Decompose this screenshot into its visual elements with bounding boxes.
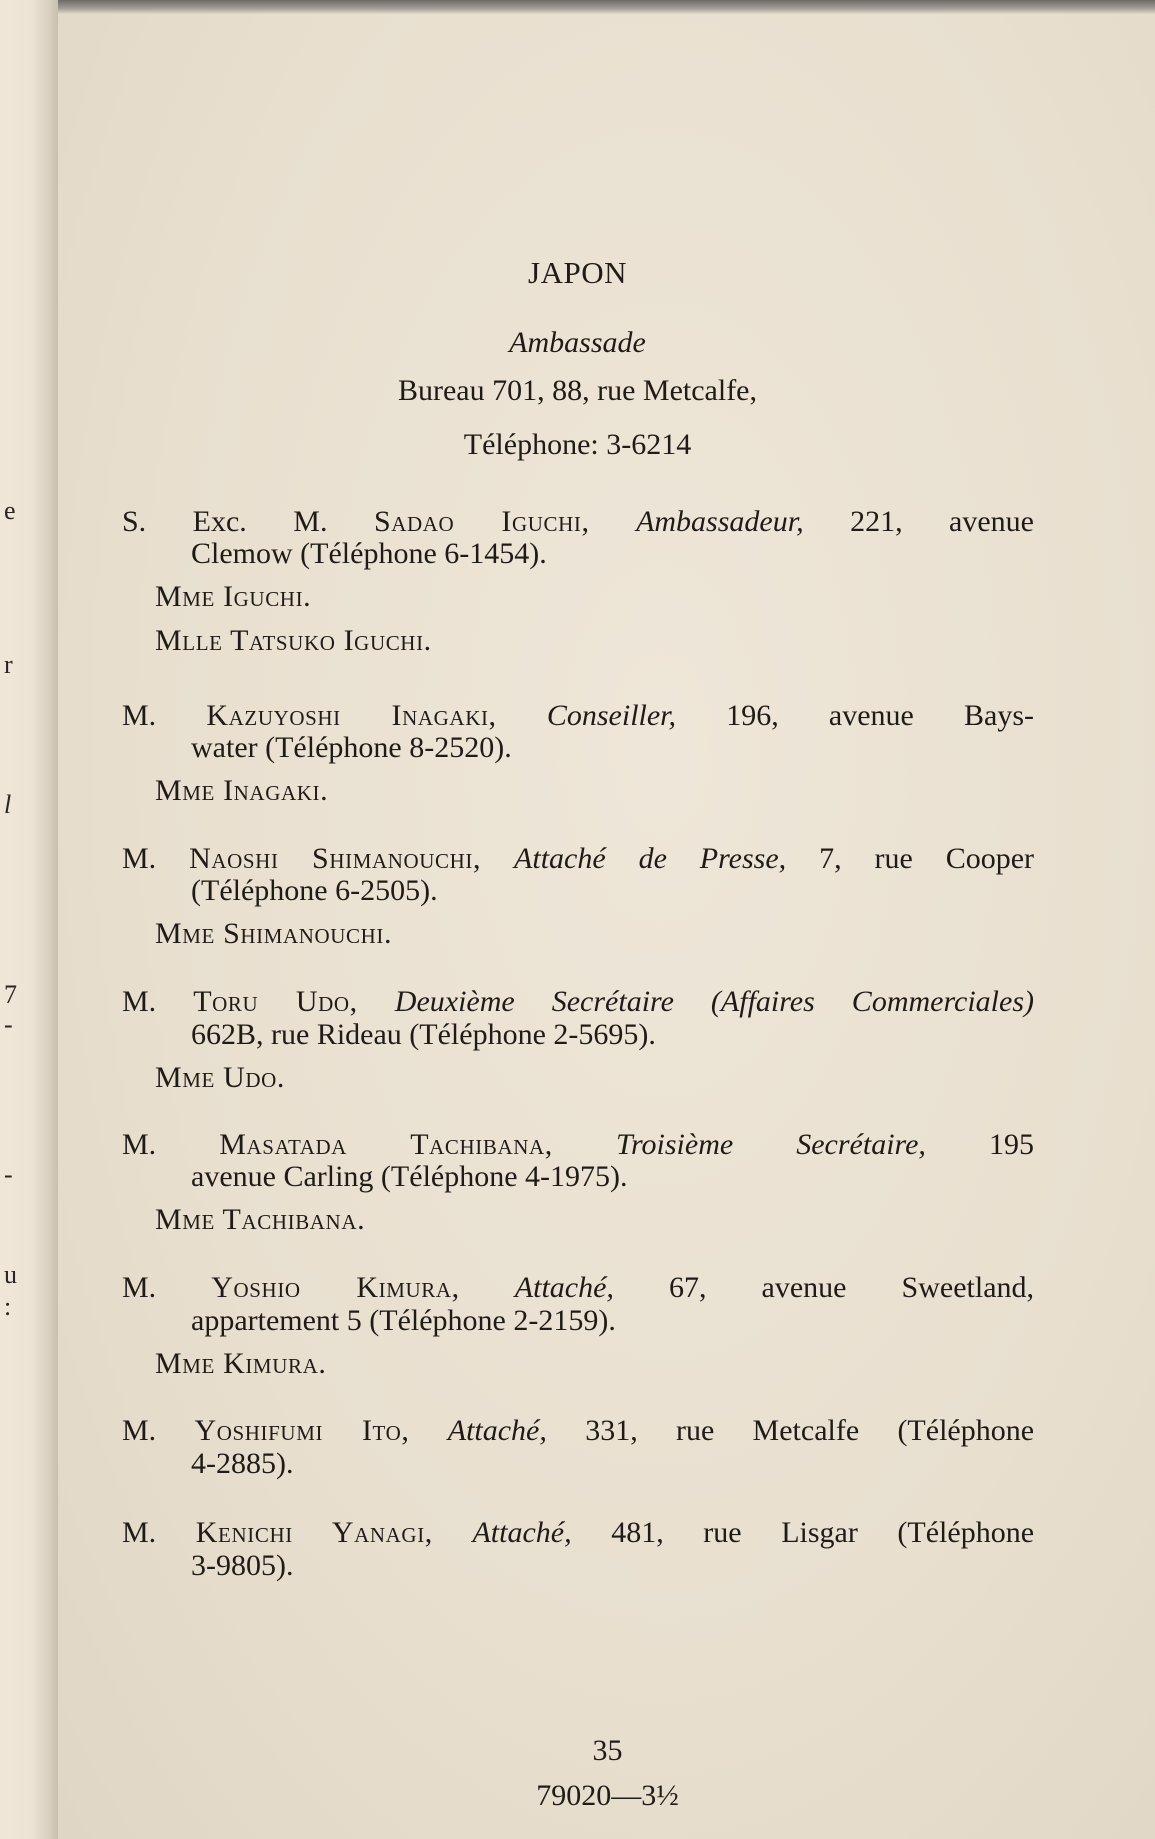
section-heading: Ambassade	[509, 326, 646, 359]
entry-line	[122, 1128, 1034, 1162]
entry-spouse: Mme Tachibana.	[155, 1203, 366, 1236]
entry-prefix: M.	[122, 1271, 157, 1304]
gutter-mark: 7	[4, 980, 17, 1009]
gutter-mark: l	[4, 790, 12, 819]
entry-line	[122, 842, 1034, 876]
entry-line	[122, 505, 1034, 539]
entry-name: Sadao Iguchi,	[373, 505, 590, 538]
entry-continuation: (Téléphone 6-2505).	[191, 874, 438, 907]
entry-prefix: M.	[122, 1128, 157, 1161]
entry-title: Attaché,	[472, 1516, 572, 1549]
entry-title: Ambassadeur,	[636, 505, 804, 538]
entry-continuation: Clemow (Téléphone 6-1454).	[191, 537, 547, 570]
entry-family-member: Mlle Tatsuko Iguchi.	[155, 624, 432, 657]
gutter-mark: r	[4, 650, 13, 679]
entry-continuation: appartement 5 (Téléphone 2-2159).	[191, 1304, 616, 1337]
page-top-edge	[0, 0, 1155, 14]
gutter-mark: -	[4, 1160, 13, 1189]
entry-line	[122, 699, 1034, 733]
entry-title: Deuxième Secrétaire (Affaires Commerciales)	[394, 985, 1034, 1018]
entry-address: 481, rue Lisgar (Téléphone	[611, 1516, 1035, 1549]
entry-address: 221, avenue	[850, 505, 1034, 538]
page-number: 35	[592, 1734, 623, 1767]
entry-name: Kenichi Yanagi,	[195, 1516, 433, 1549]
entry-address: 195	[989, 1128, 1034, 1161]
entry-name: Yoshio Kimura,	[211, 1271, 460, 1304]
gutter-mark: u	[4, 1260, 17, 1289]
entry-prefix: M.	[122, 1414, 157, 1447]
entry-name: Yoshifumi Ito,	[194, 1414, 410, 1447]
entry-title: Attaché,	[447, 1414, 547, 1447]
entry-continuation: avenue Carling (Téléphone 4-1975).	[191, 1160, 628, 1193]
entry-title: Attaché,	[514, 1271, 614, 1304]
entry-line	[122, 985, 1034, 1019]
entry-name: Naoshi Shimanouchi,	[189, 842, 482, 875]
entry-name: Masatada Tachibana,	[219, 1128, 553, 1161]
entry-prefix: M.	[122, 842, 157, 875]
entry-address: 331, rue Metcalfe (Téléphone	[585, 1414, 1035, 1447]
entry-prefix: S. Exc. M.	[122, 505, 328, 538]
entry-spouse: Mme Inagaki.	[155, 774, 329, 807]
entry-line	[122, 1271, 1034, 1305]
entry-title: Conseiller,	[546, 699, 677, 732]
entry-line	[122, 1414, 1034, 1448]
country-heading: JAPON	[528, 255, 627, 290]
entry-name: Toru Udo,	[193, 985, 358, 1018]
embassy-address: Bureau 701, 88, rue Metcalfe,	[397, 374, 758, 407]
entry-prefix: M.	[122, 1516, 157, 1549]
entry-title: Troisième Secrétaire,	[615, 1128, 926, 1161]
entry-spouse: Mme Iguchi.	[155, 580, 312, 613]
entry-name: Kazuyoshi Inagaki,	[206, 699, 497, 732]
entry-spouse: Mme Shimanouchi.	[155, 917, 393, 950]
entry-continuation: 4-2885).	[191, 1447, 294, 1480]
embassy-telephone: Téléphone: 3-6214	[463, 428, 692, 461]
entry-address: 7, rue Cooper	[819, 842, 1035, 875]
entry-spouse: Mme Kimura.	[155, 1347, 327, 1380]
entry-prefix: M.	[122, 985, 157, 1018]
entry-spouse: Mme Udo.	[155, 1061, 285, 1094]
entry-continuation: 3-9805).	[191, 1549, 294, 1582]
print-code: 79020—3½	[536, 1779, 679, 1812]
entry-continuation: 662B, rue Rideau (Téléphone 2-5695).	[191, 1018, 656, 1051]
gutter-mark: -	[4, 1010, 13, 1039]
entry-address: 67, avenue Sweetland,	[668, 1271, 1035, 1304]
entry-line	[122, 1516, 1034, 1550]
gutter-mark: :	[4, 1292, 12, 1321]
gutter-mark: e	[4, 496, 16, 525]
entry-prefix: M.	[122, 699, 157, 732]
entry-title: Attaché de Presse,	[514, 842, 787, 875]
entry-address: 196, avenue Bays-	[726, 699, 1035, 732]
entry-continuation: water (Téléphone 8-2520).	[191, 731, 512, 764]
